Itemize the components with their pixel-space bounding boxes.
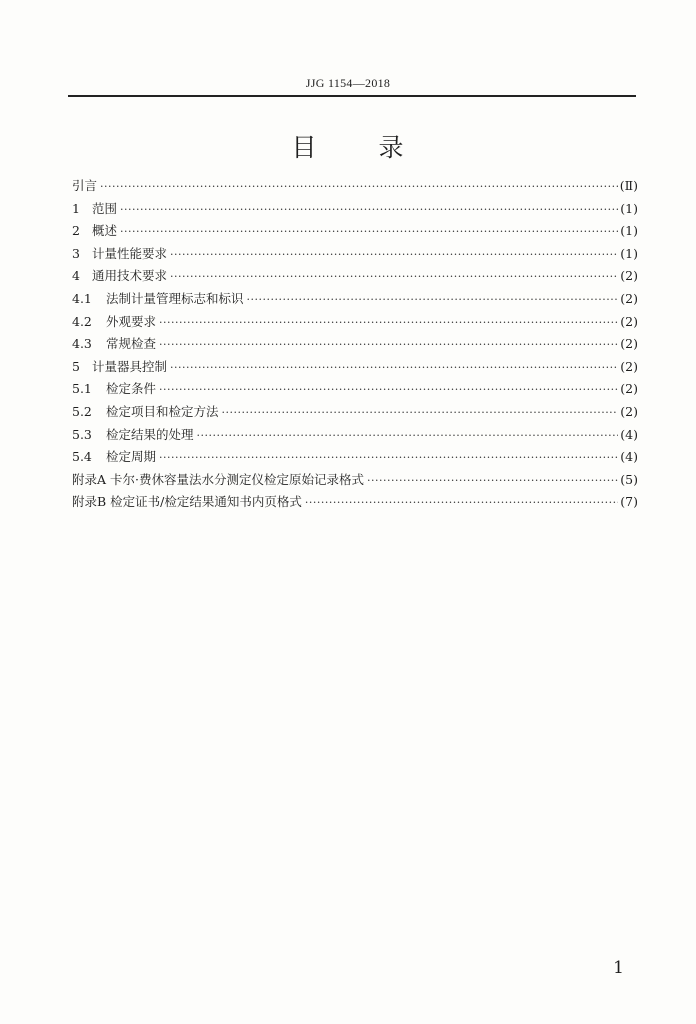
- toc-entry-page: (2): [620, 336, 638, 352]
- toc-entry-page: (2): [620, 313, 638, 329]
- toc-leader-dots: [247, 293, 619, 306]
- toc-entry-page: (2): [620, 290, 638, 306]
- toc-entry-label: 范围: [92, 200, 118, 216]
- page-number: 1: [613, 958, 624, 978]
- toc-entry-page: (2): [620, 381, 638, 397]
- toc-entry-label: 引言: [72, 178, 98, 193]
- toc-entry-number: 5.2: [72, 403, 92, 419]
- toc-entry-page: (1): [620, 200, 638, 216]
- toc-entry[interactable]: [72, 402, 638, 425]
- toc-entry[interactable]: [72, 199, 638, 222]
- toc-entry-page: (1): [620, 223, 638, 239]
- toc-leader-dots: [170, 270, 618, 283]
- toc-leader-dots: [120, 203, 618, 216]
- toc-entry-number: 3: [72, 245, 80, 261]
- toc-entry-label: 检定条件: [106, 381, 157, 397]
- toc-entry-page: (2): [620, 403, 638, 419]
- toc-entry-number: 5: [72, 358, 80, 374]
- toc-entry[interactable]: [72, 470, 638, 493]
- toc-entry-number: 5.1: [72, 381, 92, 397]
- toc-entry-page: (5): [620, 471, 638, 487]
- toc-entry-page: (2): [620, 358, 638, 374]
- table-of-contents: [72, 176, 638, 515]
- toc-leader-dots: [367, 474, 618, 487]
- document-code: JJG 1154—2018: [305, 76, 391, 90]
- toc-entry[interactable]: [72, 334, 638, 357]
- toc-entry-label: 通用技术要求: [92, 268, 168, 284]
- toc-entry[interactable]: [72, 176, 638, 199]
- toc-entry-number: 4: [72, 268, 80, 284]
- toc-entry-number: 5.3: [72, 426, 92, 442]
- toc-entry-number: 5.4: [72, 449, 92, 465]
- toc-entry-label: 概述: [92, 223, 118, 239]
- toc-entry[interactable]: [72, 266, 638, 289]
- toc-entry-label: 检定项目和检定方法: [106, 403, 219, 419]
- toc-entry-number: 2: [72, 223, 80, 239]
- toc-entry-label: 计量器具控制: [92, 358, 168, 374]
- toc-entry-page: (7): [620, 494, 638, 510]
- toc-entry-label: 计量性能要求: [92, 245, 168, 261]
- toc-leader-dots: [170, 248, 618, 261]
- toc-entry-label: 附录B 检定证书/检定结果通知书内页格式: [72, 494, 302, 510]
- toc-leader-dots: [222, 406, 619, 419]
- toc-entry-number: 1: [72, 200, 80, 216]
- toc-entry-label: 常规检查: [106, 336, 157, 352]
- toc-entry-number: 4.2: [72, 313, 92, 329]
- toc-entry[interactable]: [72, 379, 638, 402]
- toc-entry[interactable]: [72, 492, 638, 515]
- toc-entry-label: 检定结果的处理: [106, 426, 194, 442]
- toc-entry[interactable]: [72, 447, 638, 470]
- toc-entry[interactable]: [72, 244, 638, 267]
- toc-leader-dots: [197, 429, 619, 442]
- page-title: 目 录: [291, 133, 405, 162]
- toc-entry-label: 外观要求: [106, 313, 157, 329]
- toc-entry-page: (4): [620, 449, 638, 465]
- toc-entry-number: 4.3: [72, 336, 92, 352]
- toc-entry-number: 4.1: [72, 290, 92, 306]
- toc-entry[interactable]: [72, 425, 638, 448]
- toc-leader-dots: [159, 451, 618, 464]
- toc-entry[interactable]: [72, 312, 638, 335]
- toc-leader-dots: [120, 225, 618, 238]
- toc-leader-dots: [170, 361, 618, 374]
- toc-entry-label: 法制计量管理标志和标识: [106, 290, 244, 306]
- toc-entry-page: (4): [620, 426, 638, 442]
- toc-leader-dots: [159, 383, 618, 396]
- toc-leader-dots: [159, 316, 618, 329]
- toc-leader-dots: [159, 338, 618, 351]
- toc-entry-page: (1): [620, 245, 638, 261]
- toc-entry[interactable]: [72, 221, 638, 244]
- toc-leader-dots: [305, 496, 618, 509]
- toc-entry[interactable]: [72, 289, 638, 312]
- toc-entry-page: (Ⅱ): [619, 178, 638, 193]
- toc-leader-dots: [100, 180, 618, 193]
- toc-entry-label: 附录A 卡尔·费休容量法水分测定仪检定原始记录格式: [72, 471, 364, 487]
- toc-entry[interactable]: [72, 357, 638, 380]
- toc-entry-page: (2): [620, 268, 638, 284]
- toc-entry-label: 检定周期: [106, 449, 157, 465]
- header-rule: [68, 95, 636, 97]
